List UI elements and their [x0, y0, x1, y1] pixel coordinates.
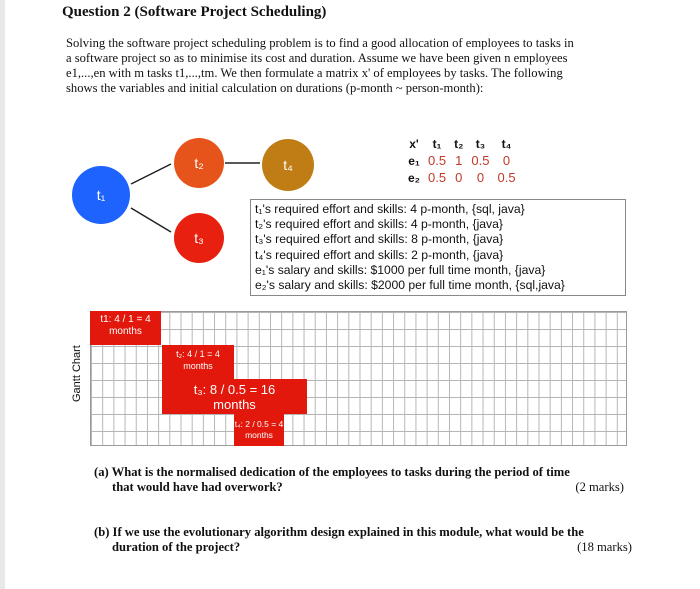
task-node-t4: t₄ [262, 139, 314, 191]
matrix-cell: 1 [455, 153, 463, 168]
gantt-bar-text: t₄: 2 / 0.5 = 4 [234, 419, 284, 429]
info-line: t₃'s required effort and skills: 8 p-month, {java} [255, 232, 504, 247]
matrix-cell: 0 [476, 170, 485, 185]
gantt-bar-text: months [109, 326, 142, 337]
matrix-cell: 0 [455, 170, 463, 185]
task-node-t1: t₁ [72, 166, 130, 224]
matrix-col-t2: t₂ [454, 137, 464, 151]
info-line: t₄'s required effort and skills: 2 p-month, {java} [255, 247, 504, 262]
info-line: t₂'s required effort and skills: 4 p-month, {java} [255, 217, 504, 232]
task-employee-info-box [250, 199, 626, 296]
question-a [94, 465, 624, 495]
matrix-row-e1 [404, 152, 520, 169]
matrix-col-t4: t₄ [501, 137, 512, 151]
intro-line-1: Solving the software project scheduling problem is to find a good allocation of employees to tasks in [66, 36, 574, 50]
gantt-bar-text: t₃: 8 / 0.5 = 16 [193, 382, 276, 397]
question-b-text: duration of the project? [112, 540, 241, 554]
gantt-bar-text: t₂: 4 / 1 = 4 [176, 349, 220, 359]
question-b-line-2 [94, 540, 632, 555]
matrix-cell: 0 [502, 153, 511, 168]
info-line: e₁'s salary and skills: $1000 per full time month, {java} [255, 262, 546, 277]
matrix-cell: 0.5 [428, 170, 447, 185]
matrix-row-label: e₁ [408, 153, 420, 168]
gantt-chart-label: Gantt Chart [71, 345, 83, 402]
gantt-bar-text: months [213, 397, 256, 412]
matrix-header-row [404, 136, 520, 152]
intro-line-3: e1,...,en with m tasks t1,...,tm. We then formulate a matrix x' of employees by tasks. The following [66, 66, 563, 80]
question-title: Question 2 (Software Project Scheduling) [62, 4, 327, 20]
gantt-bar-text: months [245, 430, 273, 440]
gantt-bar-t3 [162, 379, 307, 414]
question-b-marks: (18 marks) [577, 540, 632, 554]
gantt-bar-t4 [234, 414, 284, 446]
matrix-cell: 0.5 [471, 153, 490, 168]
question-b [94, 525, 632, 555]
gantt-bar-text: t1: 4 / 1 = 4 [100, 314, 151, 325]
page-edge [0, 0, 5, 589]
gantt-bar-text: months [183, 361, 213, 371]
question-a-line-1: (a) What is the normalised dedication of the employees to tasks during the period of time [94, 465, 570, 479]
task-node-t2: t₂ [174, 138, 224, 188]
intro-paragraph [66, 36, 648, 96]
edge-t1-t3 [131, 208, 171, 232]
matrix-cell: 0.5 [497, 170, 516, 185]
matrix-row-e2 [404, 169, 520, 186]
dedication-matrix [404, 136, 520, 186]
question-a-line-2 [94, 480, 624, 495]
edge-t1-t2 [131, 164, 171, 184]
question-a-text: that would have had overwork? [112, 480, 283, 494]
gantt-bar-t1 [90, 311, 161, 345]
matrix-row-label: e₂ [408, 170, 421, 185]
task-node-t3: t₃ [174, 213, 224, 263]
question-a-marks: (2 marks) [575, 480, 624, 494]
matrix-col-t3: t₃ [475, 137, 486, 151]
matrix-corner: x' [409, 137, 419, 151]
intro-line-2: a software project so as to minimise its cost and duration. Assume we have been given n employees [66, 51, 568, 65]
info-line: e₂'s salary and skills: $2000 per full time month, {sql,java} [255, 278, 565, 293]
matrix-col-t1: t₁ [432, 137, 442, 151]
info-line: t₁'s required effort and skills: 4 p-month, {sql, java} [255, 202, 525, 216]
intro-line-4: shows the variables and initial calculation on durations (p-month ~ person-month): [66, 81, 484, 95]
matrix-cell: 0.5 [428, 153, 447, 168]
question-b-line-1: (b) If we use the evolutionary algorithm design explained in this module, what would be the [94, 525, 584, 539]
gantt-bar-t2 [162, 345, 234, 379]
